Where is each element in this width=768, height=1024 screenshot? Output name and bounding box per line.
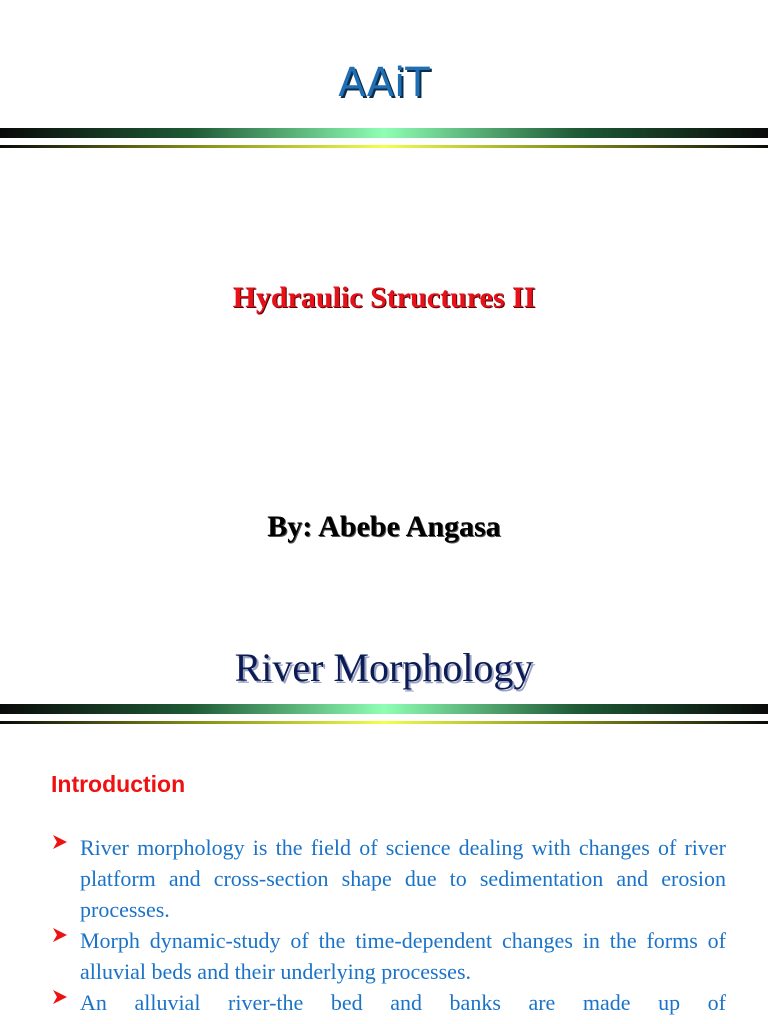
slide-title: River Morphology (234, 645, 534, 690)
section-heading: Introduction (51, 771, 186, 797)
author-line: By: Abebe Angasa (267, 510, 501, 543)
slide-river-morphology (0, 620, 768, 1024)
bullet-item (50, 832, 726, 925)
title-divider-line (0, 721, 768, 724)
header-divider-line (0, 145, 768, 148)
bullet-list (50, 832, 726, 1018)
red-arrowhead-icon (52, 989, 68, 1005)
title-divider-bar (0, 704, 768, 714)
bullet-text: River morphology is the field of science dealing with changes of river platform and cross-section shape due to sedimentation and erosion processes. (80, 835, 726, 922)
bullet-text: Morph dynamic-study of the time-dependent changes in the forms of alluvial beds and their underlying processes. (80, 928, 726, 984)
course-title: Hydraulic Structures II (232, 281, 536, 314)
red-arrowhead-icon (52, 927, 68, 943)
red-arrowhead-icon (52, 834, 68, 850)
bullet-item (50, 925, 726, 987)
slide-header-title: AAiT (338, 60, 430, 106)
bullet-item (50, 987, 726, 1018)
bullet-text: An alluvial river-the bed and banks are made up of (80, 990, 726, 1015)
header-divider-bar (0, 128, 768, 138)
